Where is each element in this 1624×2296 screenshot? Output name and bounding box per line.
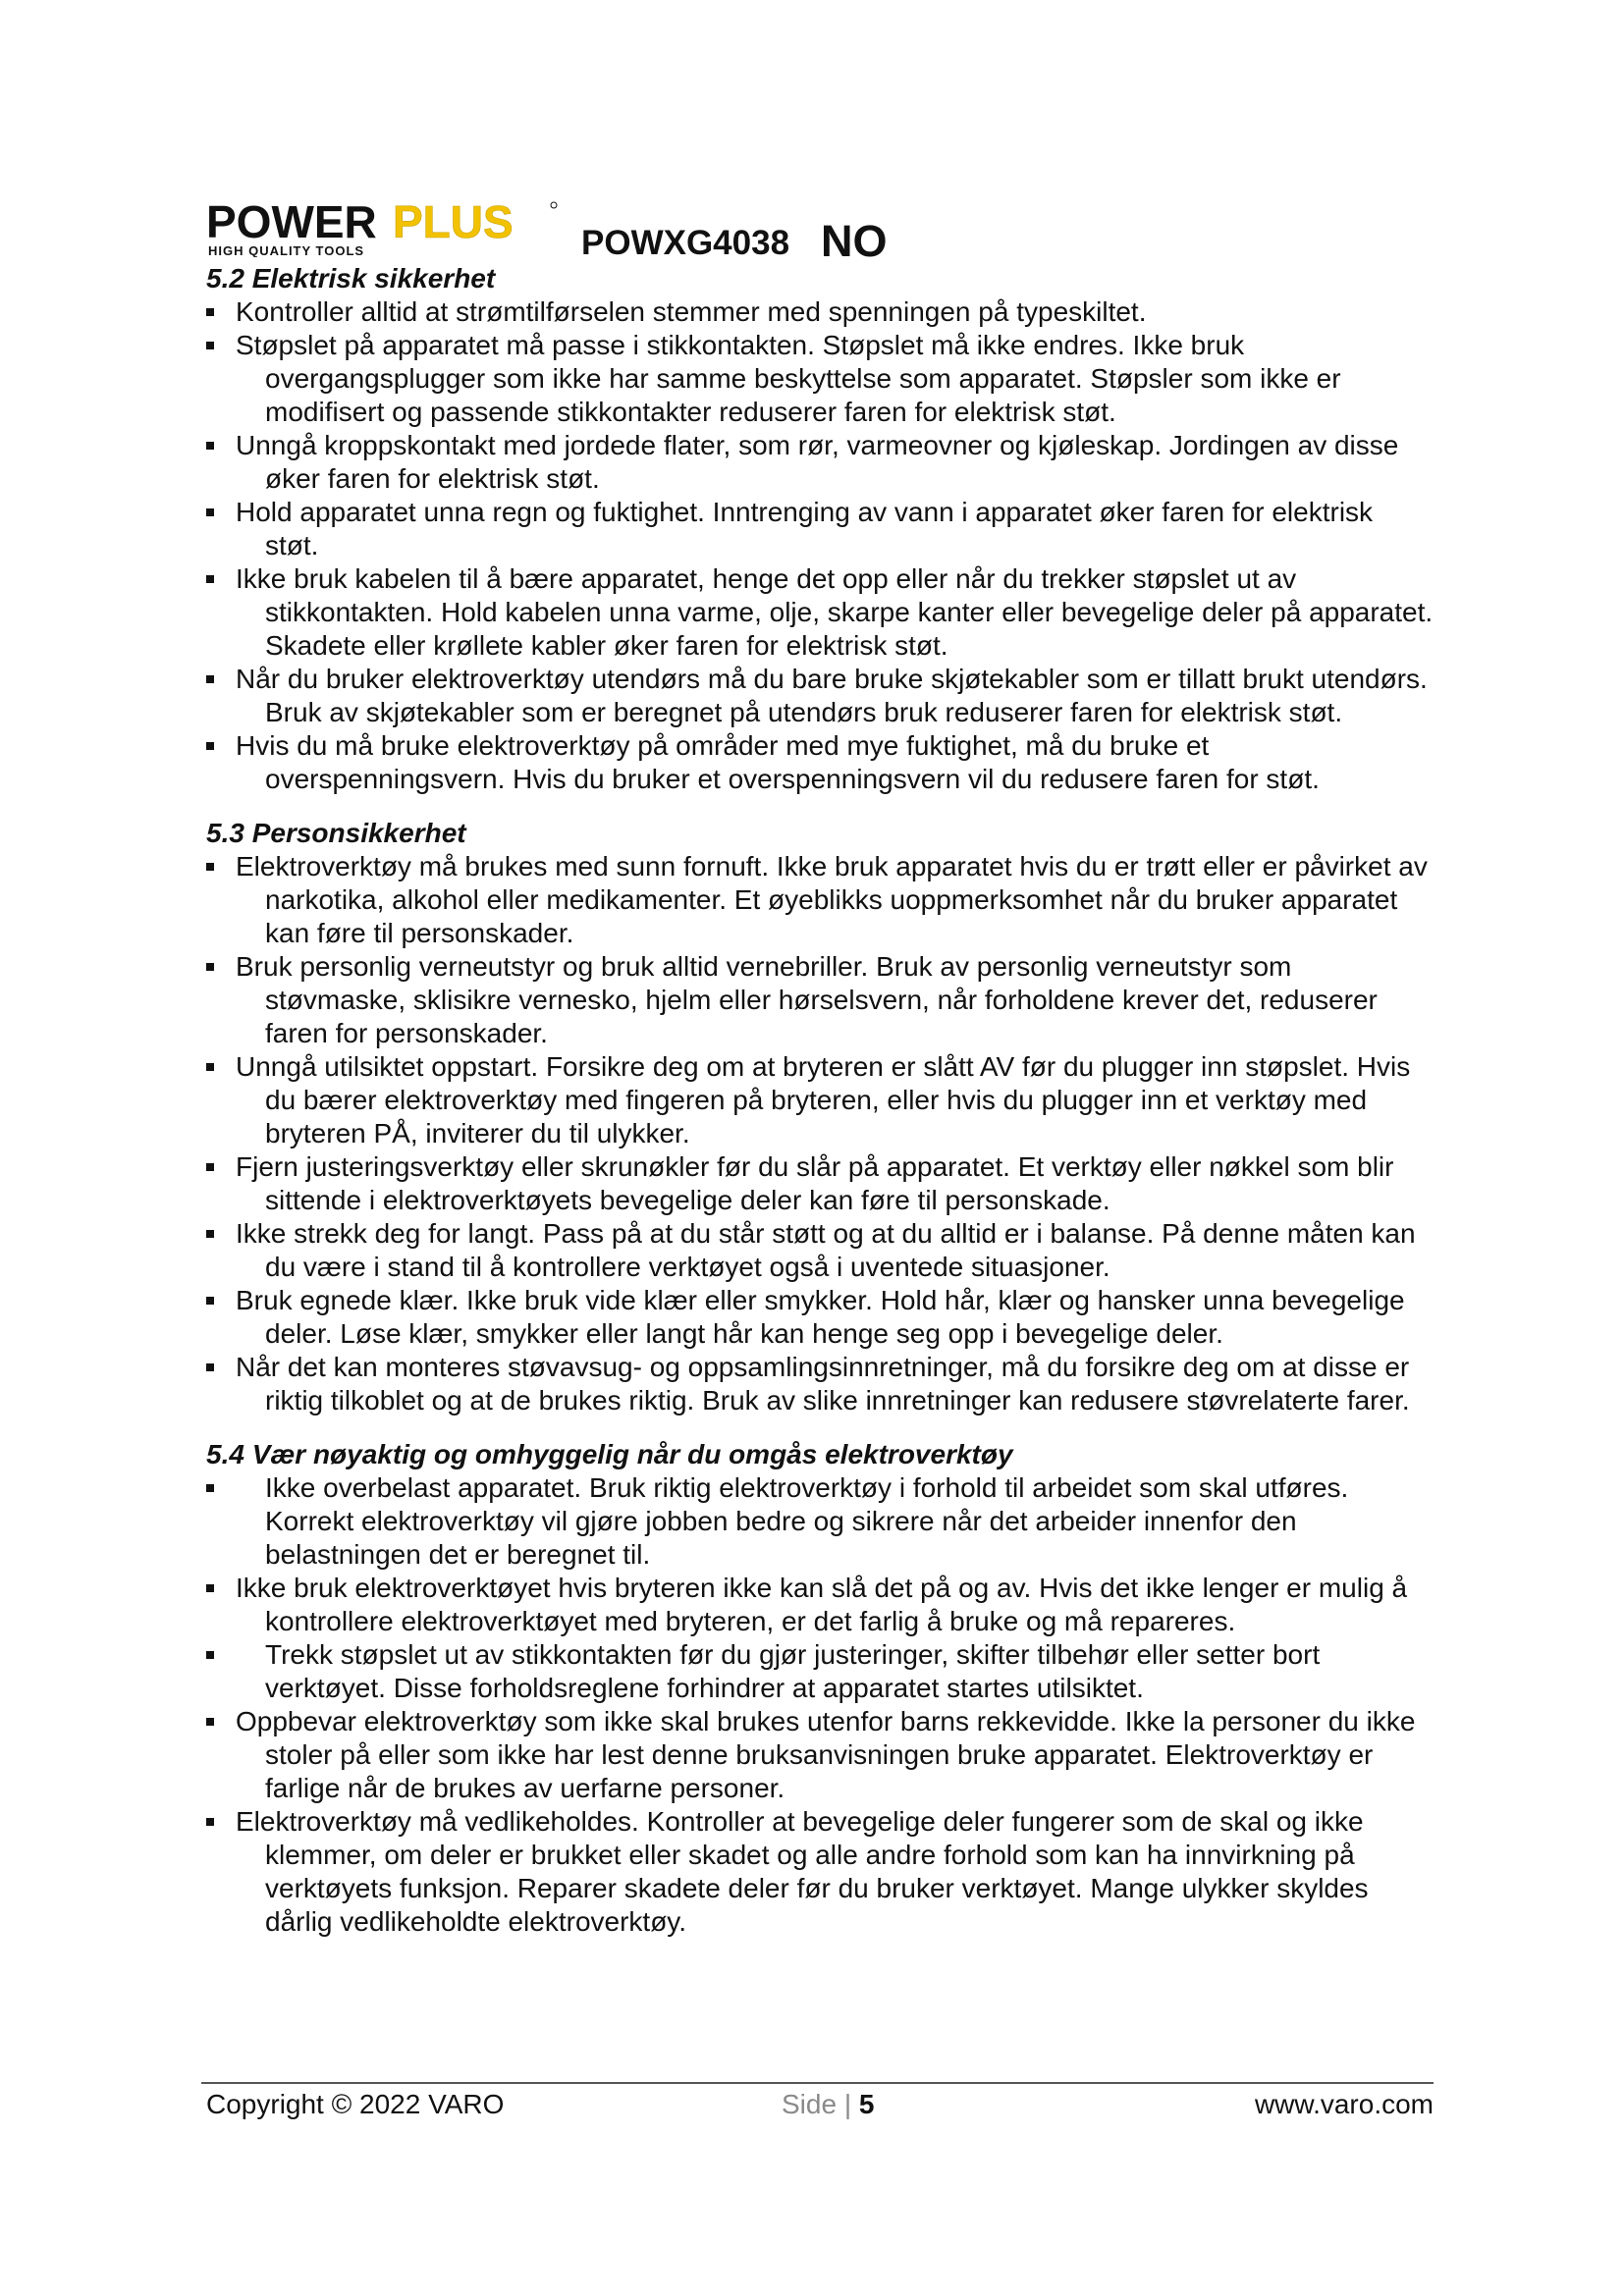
list-item: Ikke bruk elektroverktøyet hvis bryteren ikke kan slå det på og av. Hvis det ikke lenger er mulig å kontrollere elektroverktøyet med bryteren, er det farlig å bruke og må repareres. bbox=[206, 1572, 1434, 1638]
bullet-icon bbox=[206, 508, 214, 516]
brand-secondary: PLUS bbox=[393, 198, 514, 247]
bullet-list bbox=[206, 295, 1434, 796]
section-title: 5.2 Elektrisk sikkerhet bbox=[206, 263, 496, 294]
section-title: 5.4 Vær nøyaktig og omhyggelig når du omgås elektroverktøy bbox=[206, 1439, 1013, 1469]
bullet-icon bbox=[206, 1818, 214, 1826]
list-item: Ikke overbelast apparatet. Bruk riktig elektroverktøy i forhold til arbeidet som skal utføres. Korrekt elektroverktøy vil gjøre jobben bedre og sikrere når det arbeider innenfor den belastningen det er beregnet til. bbox=[206, 1471, 1434, 1572]
list-item: Ikke bruk kabelen til å bære apparatet, henge det opp eller når du trekker støpslet ut av stikkontakten. Hold kabelen unna varme, olje, skarpe kanter eller bevegelige deler på apparatet. Skadete eller krøllete kabler øker faren for elektrisk støt. bbox=[206, 562, 1434, 663]
bullet-icon bbox=[206, 863, 214, 871]
list-item: Fjern justeringsverktøy eller skrunøkler før du slår på apparatet. Et verktøy eller nøkkel som blir sittende i elektroverktøyets bevegelige deler kan føre til personskade. bbox=[206, 1150, 1434, 1217]
bullet-icon bbox=[206, 1651, 214, 1659]
list-item: Elektroverktøy må vedlikeholdes. Kontroller at bevegelige deler fungerer som de skal og ikke klemmer, om deler er brukket eller skadet og alle andre forhold som kan ha innvirkning på verktøyets funksjon. Reparer skadete deler før du bruker verktøyet. Mange ulykker skyldes dårlig vedlikeholdte elektroverktøy. bbox=[206, 1805, 1434, 1939]
bullet-list bbox=[206, 850, 1434, 1417]
list-item: Støpslet på apparatet må passe i stikkontakten. Støpslet må ikke endres. Ikke bruk overgangsplugger som ikke har samme beskyttelse som apparatet. Støpsler som ikke er modifisert og passende stikkontakter reduserer faren for elektrisk støt. bbox=[206, 329, 1434, 429]
footer-page-number bbox=[782, 2089, 874, 2120]
section-electrical-safety bbox=[206, 261, 1434, 796]
footer-website-link[interactable]: www.varo.com bbox=[1254, 2089, 1434, 2119]
list-item: Kontroller alltid at strømtilførselen stemmer med spenningen på typeskiltet. bbox=[206, 295, 1434, 329]
model-number: POWXG4038 bbox=[581, 224, 790, 262]
list-item: Unngå kroppskontakt med jordede flater, som rør, varmeovner og kjøleskap. Jordingen av disse øker faren for elektrisk støt. bbox=[206, 429, 1434, 496]
bullet-icon bbox=[206, 675, 214, 683]
bullet-icon bbox=[206, 1230, 214, 1238]
list-item: Når det kan monteres støvavsug- og oppsamlingsinnretninger, må du forsikre deg om at disse er riktig tilkoblet og at de brukes riktig. Bruk av slike innretninger kan redusere støvrelaterte farer. bbox=[206, 1351, 1434, 1417]
list-item: Unngå utilsiktet oppstart. Forsikre deg om at bryteren er slått AV før du plugger inn støpslet. Hvis du bærer elektroverktøy med fingeren på bryteren, eller hvis du plugger inn et verktøy med bryteren PÅ, inviterer du til ulykker. bbox=[206, 1050, 1434, 1150]
list-item: Bruk personlig verneutstyr og bruk alltid vernebriller. Bruk av personlig verneutstyr som støvmaske, sklisikre vernesko, hjelm eller hørselsvern, når forholdene krever det, reduserer faren for personskader. bbox=[206, 950, 1434, 1050]
bullet-icon bbox=[206, 1297, 214, 1305]
bullet-icon bbox=[206, 575, 214, 583]
bullet-icon bbox=[206, 342, 214, 349]
list-item: Elektroverktøy må brukes med sunn fornuft. Ikke bruk apparatet hvis du er trøtt eller er påvirket av narkotika, alkohol eller medikamenter. Et øyeblikks uoppmerksomhet når du bruker apparatet kan føre til personskader. bbox=[206, 850, 1434, 950]
page-number: 5 bbox=[858, 2089, 875, 2119]
brand-tagline: HIGH QUALITY TOOLS bbox=[208, 243, 365, 257]
bullet-icon bbox=[206, 1363, 214, 1371]
bullet-icon bbox=[206, 1484, 214, 1492]
footer-divider bbox=[201, 2082, 1434, 2084]
section-personal-safety bbox=[206, 816, 1434, 1417]
brand-primary: POWER bbox=[206, 198, 377, 247]
list-item: Hvis du må bruke elektroverktøy på områder med mye fuktighet, må du bruke et overspenningsvern. Hvis du bruker et overspenningsvern vil du redusere faren for støt. bbox=[206, 729, 1434, 796]
bullet-icon bbox=[206, 963, 214, 971]
page-label: Side | bbox=[782, 2089, 859, 2119]
bullet-icon bbox=[206, 1063, 214, 1071]
bullet-icon bbox=[206, 1718, 214, 1726]
list-item: Bruk egnede klær. Ikke bruk vide klær eller smykker. Hold hår, klær og hansker unna bevegelige deler. Løse klær, smykker eller langt hår kan henge seg opp i bevegelige deler. bbox=[206, 1284, 1434, 1351]
bullet-icon bbox=[206, 442, 214, 450]
page-content bbox=[206, 261, 1434, 1939]
bullet-icon bbox=[206, 1584, 214, 1592]
list-item: Ikke strekk deg for langt. Pass på at du står støtt og at du alltid er i balanse. På denne måten kan du være i stand til å kontrollere verktøyet også i uventede situasjoner. bbox=[206, 1217, 1434, 1284]
language-code: NO bbox=[821, 216, 888, 266]
bullet-list bbox=[206, 1471, 1434, 1939]
list-item: Oppbevar elektroverktøy som ikke skal brukes utenfor barns rekkevidde. Ikke la personer du ikke stoler på eller som ikke har lest denne bruksanvisningen bruke apparatet. Elektroverktøy er farlige når de brukes av uerfarne personer. bbox=[206, 1705, 1434, 1805]
section-tool-care bbox=[206, 1437, 1434, 1939]
bullet-icon bbox=[206, 742, 214, 750]
list-item: Trekk støpslet ut av stikkontakten før du gjør justeringer, skifter tilbehør eller setter bort verktøyet. Disse forholdsreglene forhindrer at apparatet startes utilsiktet. bbox=[206, 1638, 1434, 1705]
list-item: Hold apparatet unna regn og fuktighet. Inntrenging av vann i apparatet øker faren for elektrisk støt. bbox=[206, 496, 1434, 562]
bullet-icon bbox=[206, 1163, 214, 1171]
section-title: 5.3 Personsikkerhet bbox=[206, 818, 466, 848]
list-item: Når du bruker elektroverktøy utendørs må du bare bruke skjøtekabler som er tillatt brukt utendørs. Bruk av skjøtekabler som er beregnet på utendørs bruk reduserer faren for elektrisk støt. bbox=[206, 663, 1434, 729]
bullet-icon bbox=[206, 308, 214, 316]
powerplus-logo bbox=[206, 198, 560, 257]
footer-copyright: Copyright © 2022 VARO bbox=[206, 2089, 505, 2119]
